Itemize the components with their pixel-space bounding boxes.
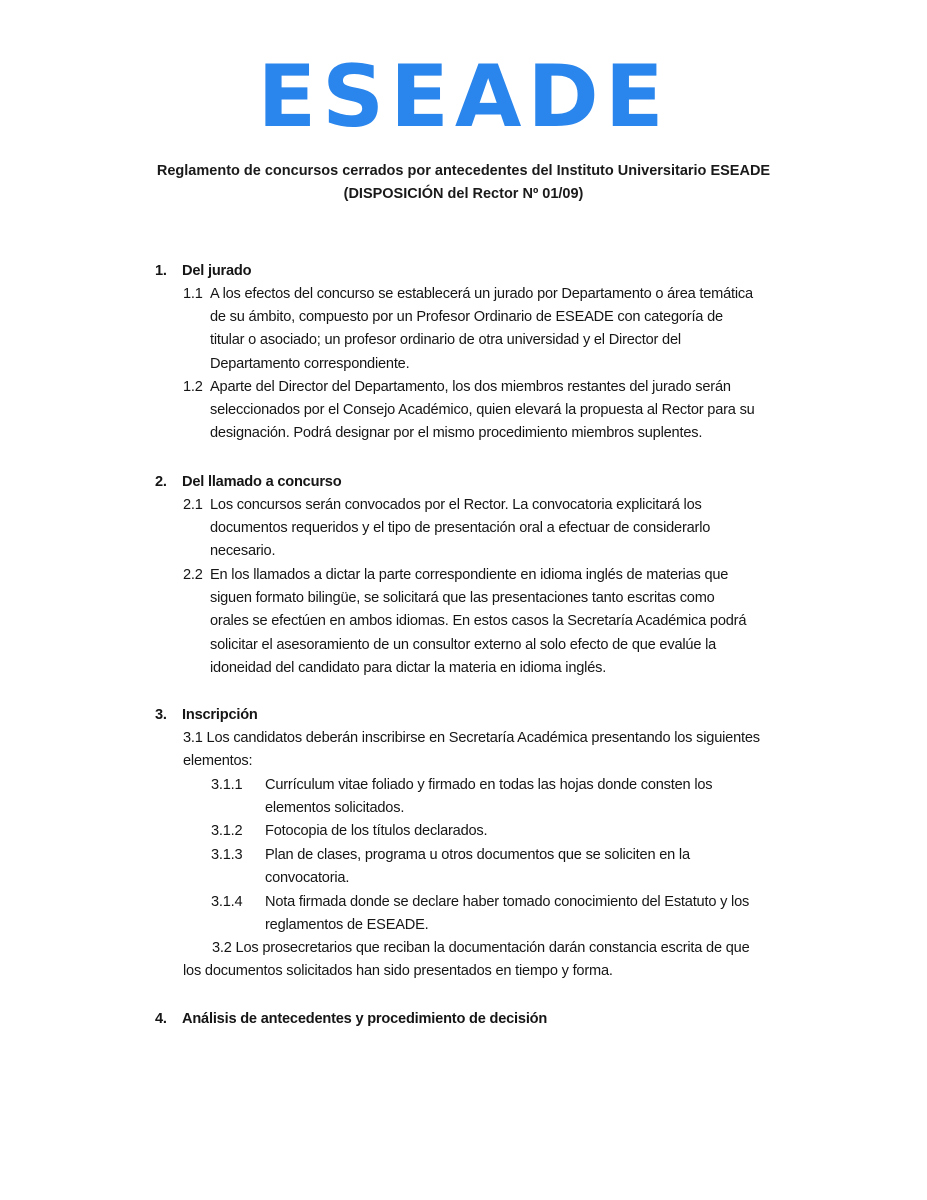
text-line: Currículum vitae foliado y firmado en todas las hojas donde consten los <box>265 777 713 793</box>
text-line: elementos solicitados. <box>265 800 405 817</box>
clause-number: 2.2 <box>183 567 203 583</box>
section-number: 1. <box>155 263 167 279</box>
text-line: orales se efectúen en ambos idiomas. En estos casos la Secretaría Académica podrá <box>210 613 747 630</box>
title-line-2 <box>0 183 927 206</box>
section-title: Análisis de antecedentes y procedimiento de decisión <box>182 1011 548 1027</box>
subclause-number: 3.1.4 <box>211 894 243 910</box>
eseade-logo <box>0 47 927 147</box>
clause-text <box>210 564 746 680</box>
text-line: de su ámbito, compuesto por un Profesor Ordinario de ESEADE con categoría de <box>210 309 723 326</box>
subclause-number: 3.1.1 <box>211 777 243 793</box>
text-line: designación. Podrá designar por el mismo procedimiento miembros suplentes. <box>210 425 703 442</box>
subclause-number: 3.1.2 <box>211 823 243 839</box>
text-line: 3.2 Los prosecretarios que reciban la documentación darán constancia escrita de que <box>212 940 750 956</box>
text-line: los documentos solicitados han sido presentados en tiempo y forma. <box>183 963 613 980</box>
text-line: Fotocopia de los títulos declarados. <box>265 823 488 839</box>
text-line: convocatoria. <box>265 870 350 887</box>
title-line-1-text: Reglamento de concursos cerrados por antecedentes del Instituto Universitario <box>156 163 711 179</box>
text-line: seleccionados por el Consejo Académico, quien elevará la propuesta al Rector para su <box>210 402 755 419</box>
section-title: Del llamado a concurso <box>182 474 342 490</box>
text-line: solicitar el asesoramiento de un consultor externo al solo efecto de que evalúe la <box>210 636 717 653</box>
subclause-text <box>265 844 690 890</box>
subclause-number: 3.1.3 <box>211 847 243 863</box>
subclause-text <box>265 820 487 843</box>
text-line: elementos: <box>183 753 253 770</box>
text-line: En los llamados a dictar la parte correspondiente en idioma inglés de materias que <box>210 567 729 583</box>
logo-text: ESEADE <box>257 47 670 147</box>
section-number: 4. <box>155 1011 167 1027</box>
text-line: Nota firmada donde se declare haber tomado conocimiento del Estatuto y los <box>265 894 750 910</box>
section-title: Del jurado <box>182 263 252 279</box>
text-line: necesario. <box>210 543 276 560</box>
text-line: 3.1 Los candidatos deberán inscribirse en Secretaría Académica presentando los siguientes <box>183 730 760 746</box>
text-line: reglamentos de ESEADE. <box>265 917 429 934</box>
section-title: Inscripción <box>182 707 258 723</box>
clause-number: 1.1 <box>183 286 203 302</box>
title-line-2-strong: DISPOSICIÓN <box>348 186 444 202</box>
text-line: Departamento correspondiente. <box>210 355 410 372</box>
clause-text <box>183 937 750 983</box>
clause-text <box>183 727 760 773</box>
title-line-2-rest: del Rector Nº 01/09) <box>443 186 584 202</box>
subclause-text <box>265 774 712 820</box>
text-line: titular o asociado; un profesor ordinario de otra universidad y el Director del <box>210 332 681 349</box>
title-line-2-open: ( <box>343 186 349 202</box>
clause-text <box>210 283 753 376</box>
text-line: A los efectos del concurso se establecerá un jurado por Departamento o área temática <box>210 286 753 302</box>
text-line: Los concursos serán convocados por el Rector. La convocatoria explicitará los <box>210 497 702 513</box>
clause-text <box>210 494 710 564</box>
document-title <box>0 160 927 206</box>
title-line-1-strong: ESEADE <box>710 163 771 179</box>
text-line: siguen formato bilingüe, se solicitará que las presentaciones tanto escritas como <box>210 590 715 607</box>
section-number: 3. <box>155 707 167 723</box>
subclause-text <box>265 891 749 937</box>
clause-number: 1.2 <box>183 379 203 395</box>
text-line: Plan de clases, programa u otros documentos que se soliciten en la <box>265 847 690 863</box>
section-number: 2. <box>155 474 167 490</box>
text-line: documentos requeridos y el tipo de presentación oral a efectuar de considerarlo <box>210 520 711 537</box>
text-line: idoneidad del candidato para dictar la materia en idioma inglés. <box>210 659 607 676</box>
clause-number: 2.1 <box>183 497 203 513</box>
text-line: Aparte del Director del Departamento, los dos miembros restantes del jurado serán <box>210 379 731 395</box>
clause-text <box>210 376 755 446</box>
title-line-1 <box>0 160 927 183</box>
